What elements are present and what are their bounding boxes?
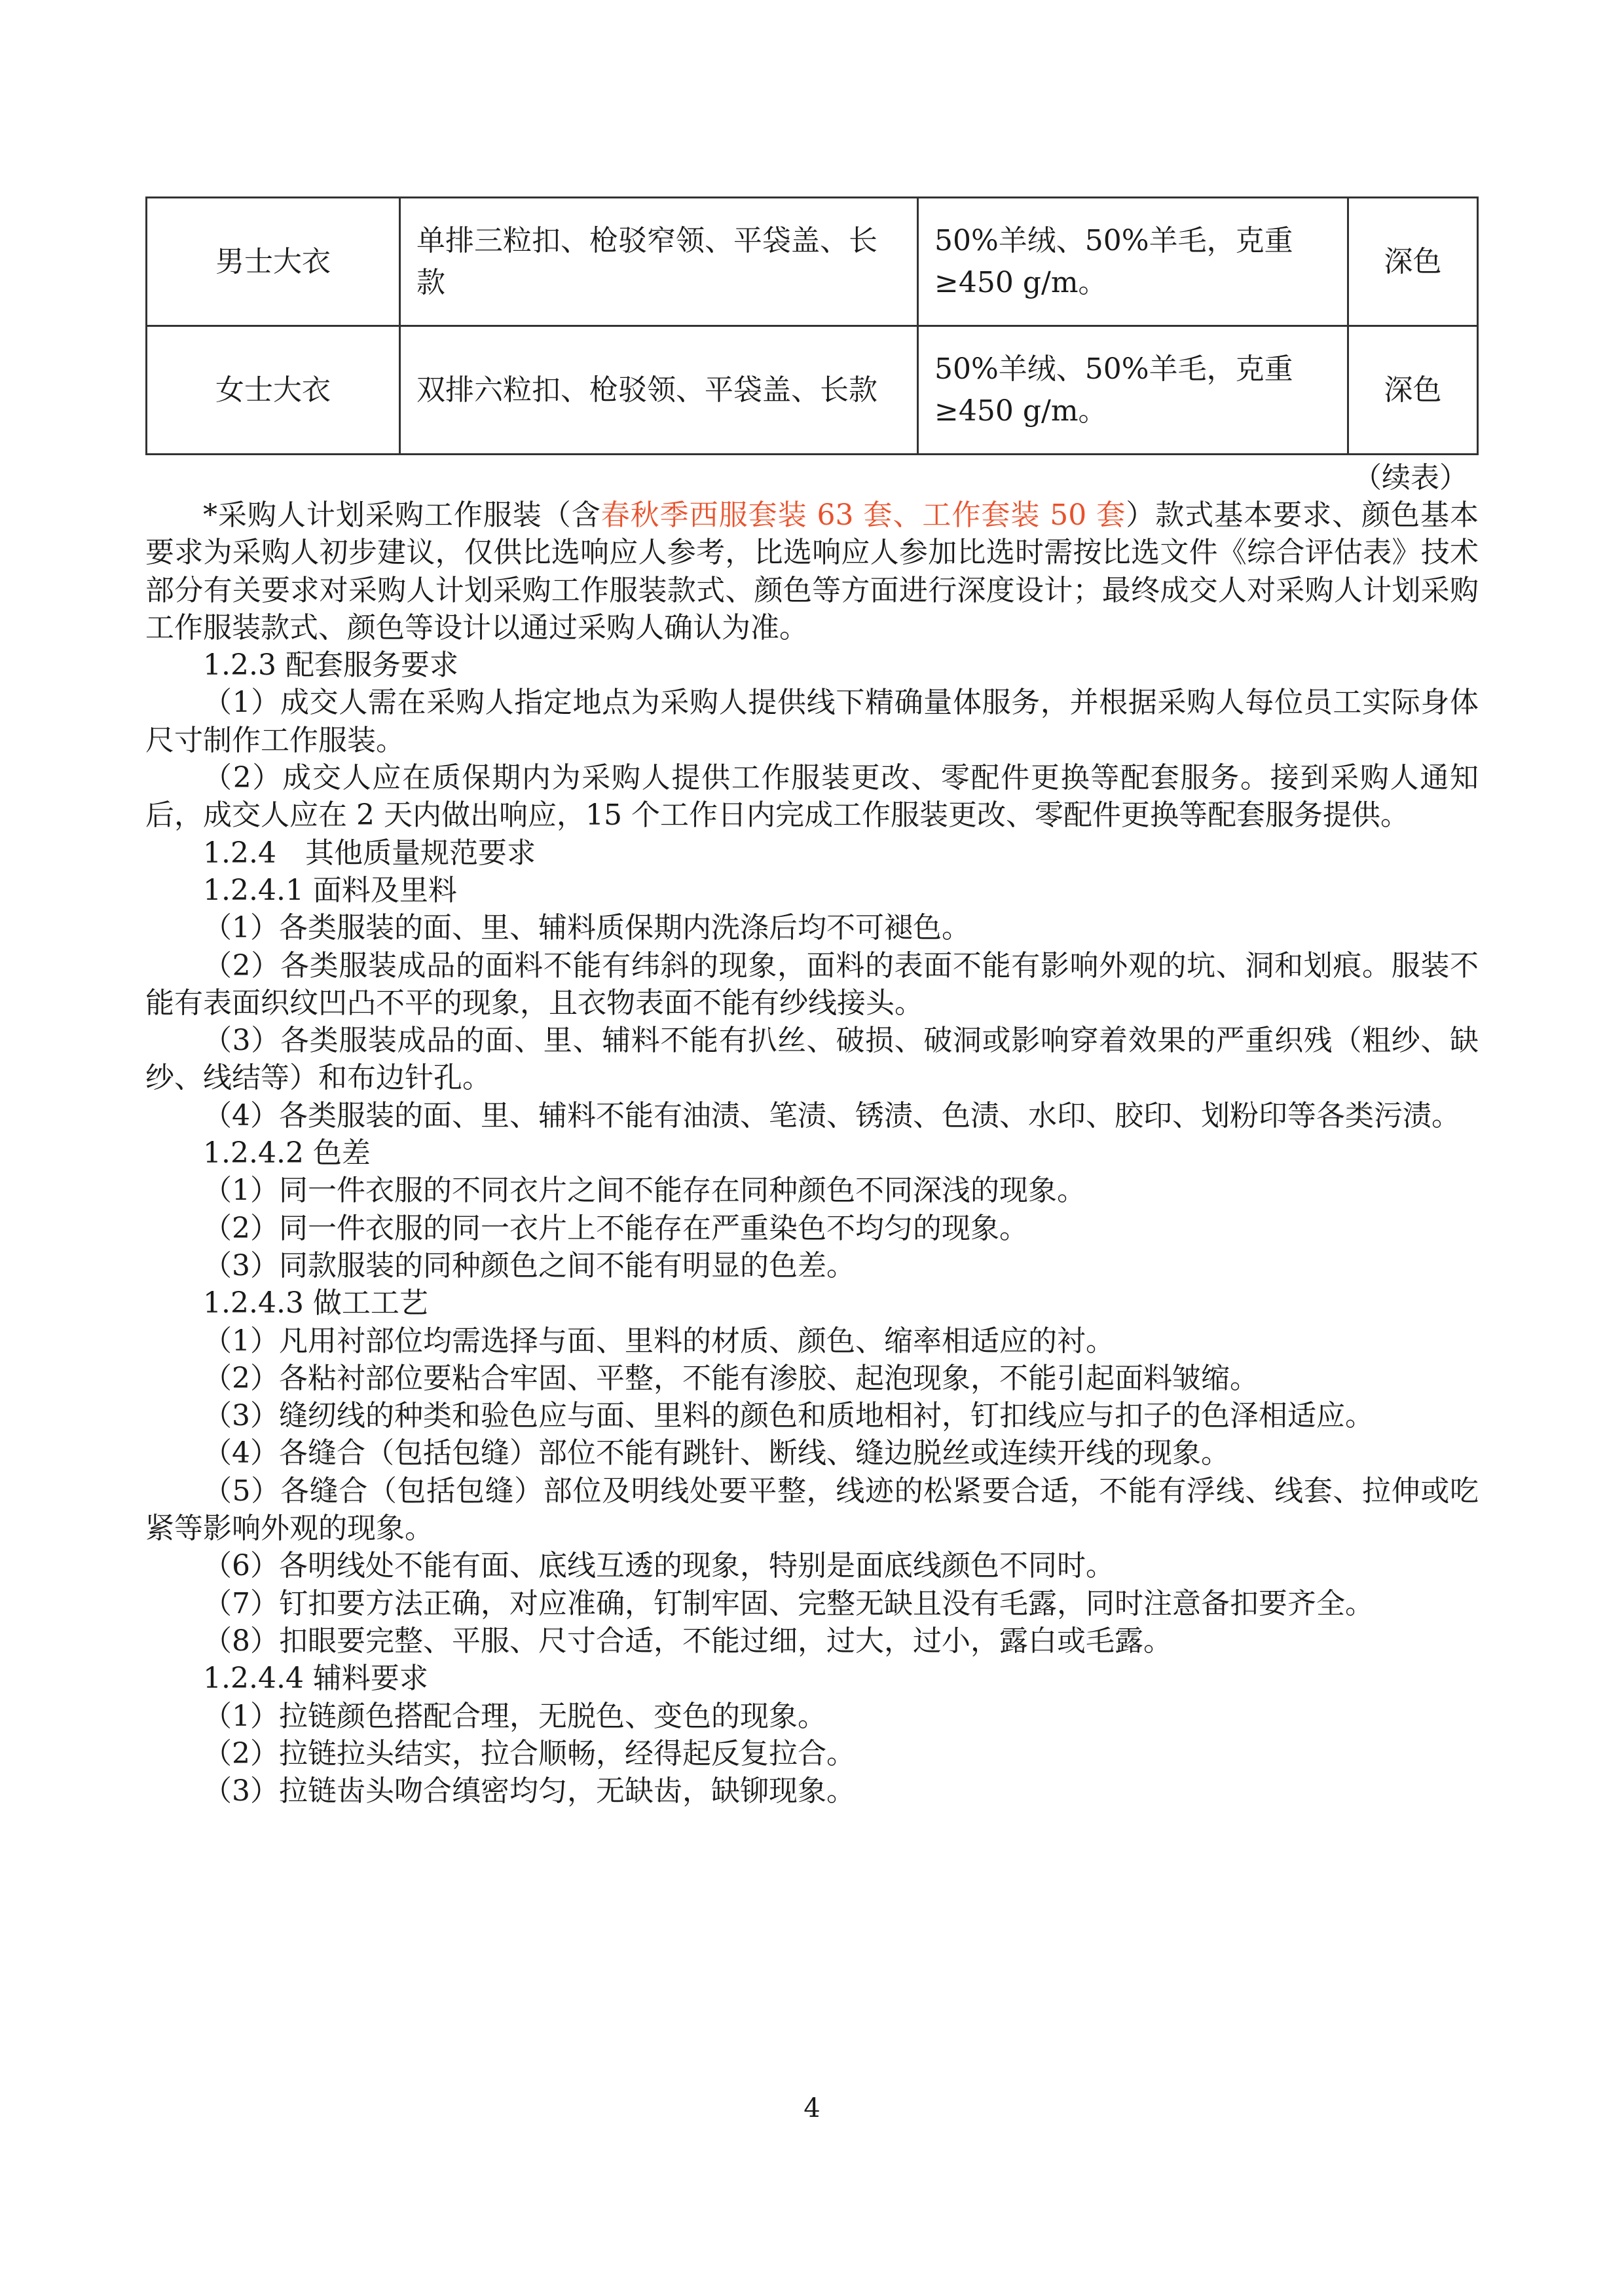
note-highlight: 春秋季西服套装 63 套、工作套装 50 套	[600, 498, 1126, 532]
list-item: （5）各缝合（包括包缝）部位及明线处要平整，线迹的松紧要合适，不能有浮线、线套、拉伸或吃紧等影响外观的现象。	[145, 1474, 1479, 1546]
list-item: （6）各明线处不能有面、底线互透的现象，特别是面底线颜色不同时。	[203, 1549, 1115, 1583]
garment-material-cell: 50%羊绒、50%羊毛，克重≥450 g/m。	[918, 198, 1348, 326]
list-item: （1）成交人需在采购人指定地点为采购人提供线下精确量体服务，并根据采购人每位员工实际身体尺寸制作工作服装。	[145, 686, 1479, 757]
note-text-post: ）款式基本要求、颜色基本要求为采购人初步建议，仅供比选响应人参考，比选响应人参加比选时需按比选文件《综合评估表》技术部分有关要求对采购人计划采购工作服装款式、颜色等方面进行深度设计；最终成交人对采购人计划采购工作服装款式、颜色等设计以通过采购人确认为准。	[145, 498, 1479, 644]
list-item: （3）缝纫线的种类和验色应与面、里料的颜色和质地相衬，钉扣线应与扣子的色泽相适应。	[203, 1399, 1374, 1433]
section-heading-1-2-4: 1.2.4 其他质量规范要求	[203, 836, 536, 870]
list-item: （2）各粘衬部位要粘合牢固、平整，不能有渗胶、起泡现象，不能引起面料皱缩。	[203, 1361, 1259, 1395]
table-row	[147, 198, 1478, 326]
note-text-pre: *采购人计划采购工作服装（含	[203, 498, 601, 532]
list-item: （1）凡用衬部位均需选择与面、里料的材质、颜色、缩率相适应的衬。	[203, 1324, 1115, 1358]
garment-name-cell: 女士大衣	[147, 326, 400, 455]
list-item: （4）各缝合（包括包缝）部位不能有跳针、断线、缝边脱丝或连续开线的现象。	[203, 1436, 1230, 1470]
list-item: （7）钉扣要方法正确，对应准确，钉制牢固、完整无缺且没有毛露，同时注意备扣要齐全。	[203, 1586, 1374, 1620]
list-item: （2）成交人应在质保期内为采购人提供工作服装更改、零配件更换等配套服务。接到采购人通知后，成交人应在 2 天内做出响应，15 个工作日内完成工作服装更改、零配件更换等配套服务提供。	[145, 761, 1479, 832]
table-row	[147, 326, 1478, 455]
garment-color-cell: 深色	[1348, 326, 1478, 455]
list-item: （1）各类服装的面、里、辅料质保期内洗涤后均不可褪色。	[203, 911, 970, 945]
table-continued-label: （续表）	[1353, 461, 1468, 494]
garment-spec-table	[145, 196, 1479, 455]
section-heading-1-2-3: 1.2.3 配套服务要求	[203, 648, 458, 682]
section-heading-1-2-4-1: 1.2.4.1 面料及里料	[203, 873, 457, 907]
list-item: （3）拉链齿头吻合缜密均匀，无缺齿，缺铆现象。	[203, 1774, 855, 1808]
list-item: （2）各类服装成品的面料不能有纬斜的现象，面料的表面不能有影响外观的坑、洞和划痕。服装不能有表面织纹凹凸不平的现象，且衣物表面不能有纱线接头。	[145, 948, 1479, 1020]
list-item: （1）拉链颜色搭配合理，无脱色、变色的现象。	[203, 1699, 826, 1733]
garment-style-cell: 双排六粒扣、枪驳领、平袋盖、长款	[400, 326, 918, 455]
list-item: （2）拉链拉头结实，拉合顺畅，经得起反复拉合。	[203, 1736, 855, 1770]
note-paragraph	[145, 496, 1479, 646]
section-heading-1-2-4-4: 1.2.4.4 辅料要求	[203, 1662, 428, 1696]
body-text	[145, 496, 1479, 1810]
list-item: （3）各类服装成品的面、里、辅料不能有扒丝、破损、破洞或影响穿着效果的严重织残（粗纱、缺纱、线结等）和布边针孔。	[145, 1024, 1479, 1095]
list-item: （2）同一件衣服的同一衣片上不能存在严重染色不均匀的现象。	[203, 1211, 1028, 1245]
garment-style-cell: 单排三粒扣、枪驳窄领、平袋盖、长款	[400, 198, 918, 326]
page-number: 4	[803, 2093, 821, 2123]
section-heading-1-2-4-3: 1.2.4.3 做工工艺	[203, 1286, 428, 1320]
list-item: （8）扣眼要完整、平服、尺寸合适，不能过细，过大，过小，露白或毛露。	[203, 1624, 1172, 1658]
garment-color-cell: 深色	[1348, 198, 1478, 326]
garment-material-cell: 50%羊绒、50%羊毛，克重≥450 g/m。	[918, 326, 1348, 455]
garment-name-cell: 男士大衣	[147, 198, 400, 326]
section-heading-1-2-4-2: 1.2.4.2 色差	[203, 1136, 371, 1170]
list-item: （1）同一件衣服的不同衣片之间不能存在同种颜色不同深浅的现象。	[203, 1174, 1086, 1208]
list-item: （3）同款服装的同种颜色之间不能有明显的色差。	[203, 1248, 855, 1282]
list-item: （4）各类服装的面、里、辅料不能有油渍、笔渍、锈渍、色渍、水印、胶印、划粉印等各类污渍。	[203, 1098, 1460, 1132]
